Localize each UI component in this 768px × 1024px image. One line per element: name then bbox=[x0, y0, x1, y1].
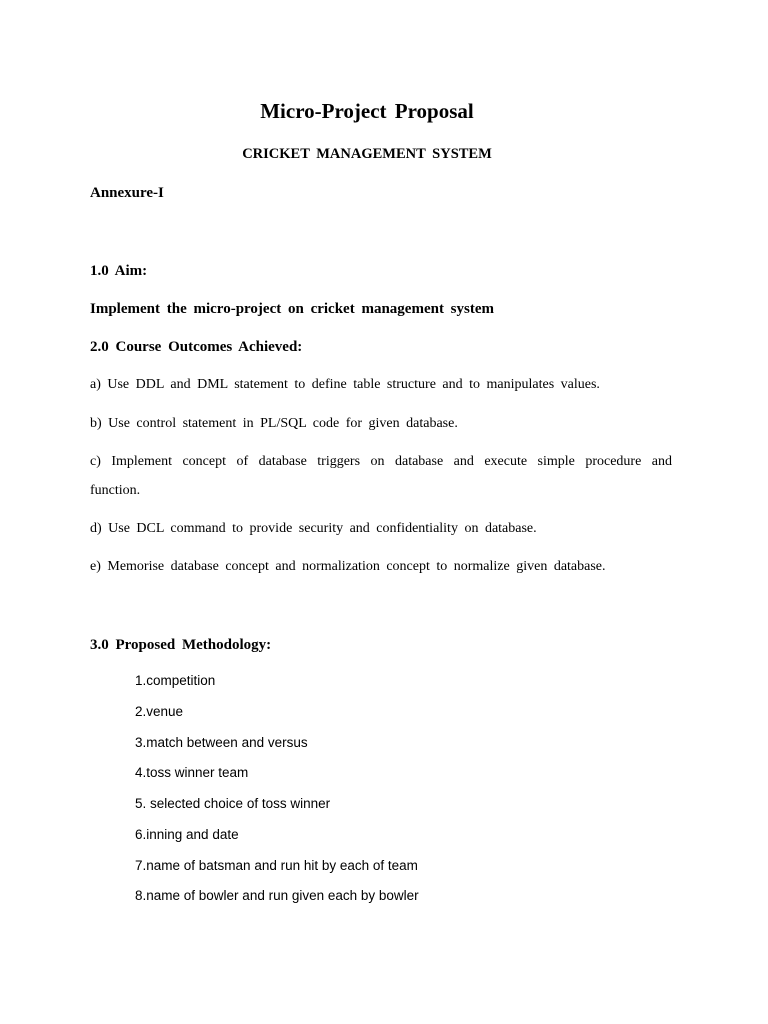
methodology-item: 7.name of batsman and run hit by each of team bbox=[135, 858, 418, 873]
methodology-item: 3.match between and versus bbox=[135, 735, 308, 750]
methodology-item: 5. selected choice of toss winner bbox=[135, 796, 331, 811]
methodology-item: 2.venue bbox=[135, 704, 184, 719]
outcome-item-d: d) Use DCL command to provide security and confidentiality on database. bbox=[90, 521, 537, 536]
aim-text: Implement the micro-project on cricket management system bbox=[90, 301, 495, 317]
outcomes-heading: 2.0 Course Outcomes Achieved: bbox=[90, 339, 303, 355]
methodology-heading: 3.0 Proposed Methodology: bbox=[90, 637, 272, 653]
methodology-item: 6.inning and date bbox=[135, 827, 239, 842]
annexure-label: Annexure-I bbox=[90, 185, 164, 201]
outcome-item-c-continued: function. bbox=[90, 483, 141, 498]
document-subtitle: CRICKET MANAGEMENT SYSTEM bbox=[242, 146, 492, 162]
aim-heading: 1.0 Aim: bbox=[90, 263, 148, 279]
document-title: Micro-Project Proposal bbox=[260, 99, 474, 123]
outcome-item-c: c) Implement concept of database triggers on database and execute simple procedure and bbox=[90, 454, 672, 469]
methodology-item: 4.toss winner team bbox=[135, 765, 249, 780]
methodology-item: 1.competition bbox=[135, 673, 216, 688]
outcome-item-e: e) Memorise database concept and normalization concept to normalize given database. bbox=[90, 559, 606, 574]
outcome-item-b: b) Use control statement in PL/SQL code for given database. bbox=[90, 416, 458, 431]
outcome-item-a: a) Use DDL and DML statement to define table structure and to manipulates values. bbox=[90, 377, 600, 392]
methodology-item: 8.name of bowler and run given each by bowler bbox=[135, 888, 419, 903]
